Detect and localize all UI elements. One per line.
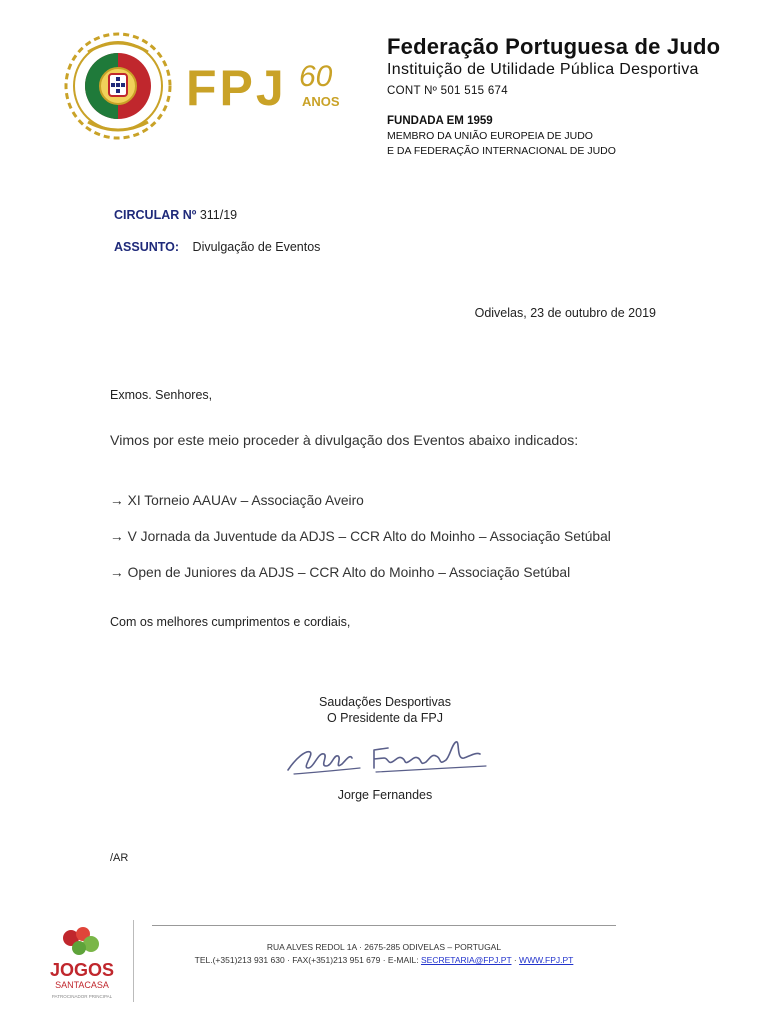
salutation-block	[250, 694, 520, 727]
letter-date: Odivelas, 23 de outubro de 2019	[474, 306, 656, 320]
salutation: Saudações Desportivas	[318, 695, 452, 709]
event-item: → Open de Juniores da ADJS – CCR Alto do Moinho – Associação Setúbal	[110, 565, 571, 580]
email-link[interactable]: SECRETARIA@FPJ.PT	[420, 955, 512, 966]
sponsor-caption: PATROCINADOR PRINCIPAL	[51, 994, 113, 999]
closing-line: Com os melhores cumprimentos e cordiais,	[110, 615, 351, 629]
signer-title: O Presidente da FPJ	[326, 711, 444, 726]
logo-badge: 60	[299, 60, 333, 93]
subject-line	[114, 240, 320, 254]
intro-paragraph: Vimos por este meio proceder à divulgação dos Eventos abaixo indicados:	[110, 433, 579, 449]
greeting: Exmos. Senhores,	[110, 388, 213, 402]
organization-block	[387, 34, 720, 158]
logo-badge-sub: ANOS	[302, 94, 340, 109]
fpj-seal-logo	[58, 30, 178, 142]
org-tax-number: CONT Nº 501 515 674	[387, 84, 508, 97]
org-member-line-1: MEMBRO DA UNIÃO EUROPEIA DE JUDO	[387, 130, 593, 143]
handwritten-signature	[280, 728, 490, 784]
org-founded: FUNDADA EM 1959	[387, 114, 493, 127]
logo-letters: FPJ	[186, 60, 287, 114]
footer-contact	[152, 941, 616, 967]
footer-address: RUA ALVES REDOL 1A · 2675-285 ODIVELAS – PORTUGAL	[266, 942, 502, 952]
signer-name: Jorge Fernandes	[337, 788, 433, 802]
event-item: → XI Torneio AAUAv – Associação Aveiro	[110, 493, 364, 508]
fpj-wordmark	[186, 58, 351, 114]
footer-separator: ·	[511, 955, 520, 966]
circular-number	[114, 208, 237, 222]
sponsor-name: JOGOS	[49, 960, 115, 980]
subject-label: ASSUNTO:	[114, 240, 180, 254]
footer-contact-line	[152, 954, 616, 967]
author-initials: /AR	[110, 852, 129, 864]
circular-value: 311/19	[199, 208, 238, 222]
org-member-line-2: E DA FEDERAÇÃO INTERNACIONAL DE JUDO	[387, 145, 616, 158]
jogos-santacasa-logo	[45, 926, 119, 1002]
footer-vertical-divider	[133, 920, 134, 1002]
subject-value: Divulgação de Eventos	[192, 240, 321, 254]
website-link[interactable]: WWW.FPJ.PT	[519, 955, 574, 966]
org-subtitle: Instituição de Utilidade Pública Desportiva	[387, 61, 699, 79]
event-item: → V Jornada da Juventude da ADJS – CCR Alto do Moinho – Associação Setúbal	[110, 529, 611, 544]
footer-phone-fax: TEL.(+351)213 931 630 · FAX(+351)213 951 679 · E-MAIL:	[194, 955, 421, 966]
sponsor-sub: SANTACASA	[55, 980, 109, 990]
circular-label: CIRCULAR Nº	[114, 208, 197, 222]
footer-divider	[152, 925, 616, 926]
org-name: Federação Portuguesa de Judo	[387, 34, 721, 59]
